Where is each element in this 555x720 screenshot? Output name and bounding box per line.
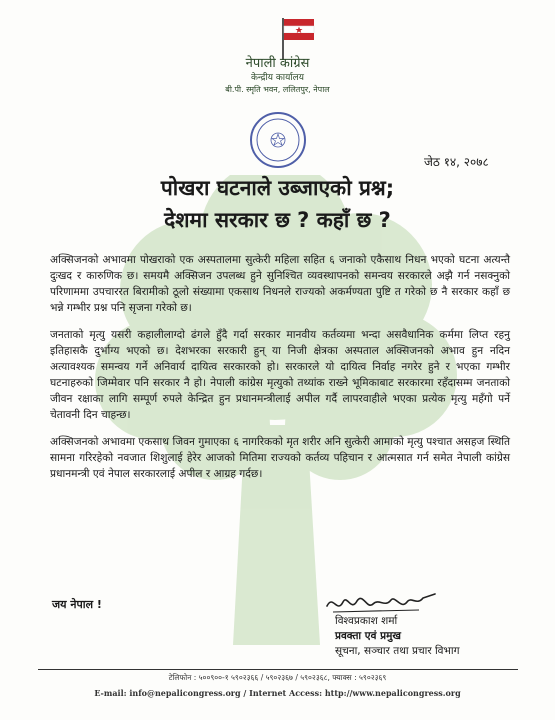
- footer-contact: E-mail: info@nepalicongress.org / Internet Access: http://www.nepalicongress.org: [94, 688, 461, 698]
- headline-line-2: देशमा सरकार छ ? कहाँ छ ?: [164, 208, 391, 232]
- signatory-name: विश्वप्रकाश शर्मा: [335, 615, 398, 627]
- headline-line-1: पोखरा घटनाले उब्जाएको प्रश्न;: [160, 176, 395, 200]
- statement-body: [50, 252, 510, 493]
- footer-phones: टेलिफोन : ५००९००-१ ५९०२३६६ / ५९०२३६७ / ५९०२३६८, फ्याक्स : ५९०२३६९: [168, 673, 387, 682]
- paragraph-3: अक्सिजनको अभावमा एकसाथ जिवन गुमाएका ६ नागरिकको मृत शरीर अनि सुत्केरी आमाको मृत्यु पश्चात असहज स्थिति सामना गरिरहेको नवजात शिशुलाई हेरेर आजको मितिमा राज्यको कर्तव्य पहिचान र आत्मसात गर्न समेत नेपाली कांग्रेस प्रधानमन्त्री एवं नेपाल सरकारलाई अपील र आग्रह गर्दछ।: [50, 436, 510, 480]
- footer-divider: [38, 669, 518, 670]
- signatory-title: प्रवक्ता एवं प्रमुख: [335, 630, 401, 642]
- paragraph-2: जनताको मृत्यु यसरी कहालीलाग्दो ढंगले हुँदै गर्दा सरकार मानवीय कर्तव्यमा भन्दा असवैधानिक कर्ममा लिप्त रहनु इतिहासकै दुर्भाग्य भएको छ। देशभरका सरकारी हुन् या निजी क्षेत्रका अस्पताल अक्सिजनको अभाव हुन नदिन अत्यावश्यक समन्वय गर्ने अनिवार्य दायित्व सरकारको हो। सरकारले यो दायित्व निर्वाह नगरेर हुने र भएका गम्भीर घटनाहरुको जिम्मेवार पनि सरकार नै हो। नेपाली कांग्रेस मृत्युको तथ्यांक राख्ने भूमिकाबाट सरकारमा रहँदासम्म जनताको जीवन रक्षाका लागि सम्पूर्ण रुपले केन्द्रित हुन प्रधानमन्त्रीलाई अपील गर्दै लापरवाहीले भएका प्रत्येक मृत्यु महँगो पर्ने चेतावनी दिन चाहन्छ।: [50, 329, 510, 421]
- signatory-block: [335, 614, 460, 659]
- org-address: बी.पी. स्मृति भवन, ललितपुर, नेपाल: [225, 85, 330, 94]
- org-office: केन्द्रीय कार्यालय: [250, 73, 304, 83]
- signatory-department: सूचना, सञ्चार तथा प्रचार विभाग: [335, 645, 460, 657]
- official-stamp: [249, 111, 307, 169]
- org-name: नेपाली कांग्रेस: [245, 56, 310, 71]
- paragraph-1: अक्सिजनको अभावमा पोखराको एक अस्पतालमा सुत्केरी महिला सहित ६ जनाको एकैसाथ निधन भएको घटना अत्यन्तै दुःखद र कारुणिक छ। समयमै अक्सिजन उपलब्ध हुने सुनिश्चित व्यवस्थापनको समन्वय सरकारले अझै गर्न नसक्नुको परिणाममा उपचाररत बिरामीको ठूलो संख्यामा एकसाथ निधनले राज्यको अकर्मण्यता पुष्टि त गरेको छ नै सरकार कहाँ छ भन्ने गम्भीर प्रश्न पनि सृजना गरेको छ।: [50, 254, 510, 314]
- release-date: जेठ १४, २०७८: [424, 155, 489, 169]
- closing-salutation: जय नेपाल !: [52, 598, 102, 611]
